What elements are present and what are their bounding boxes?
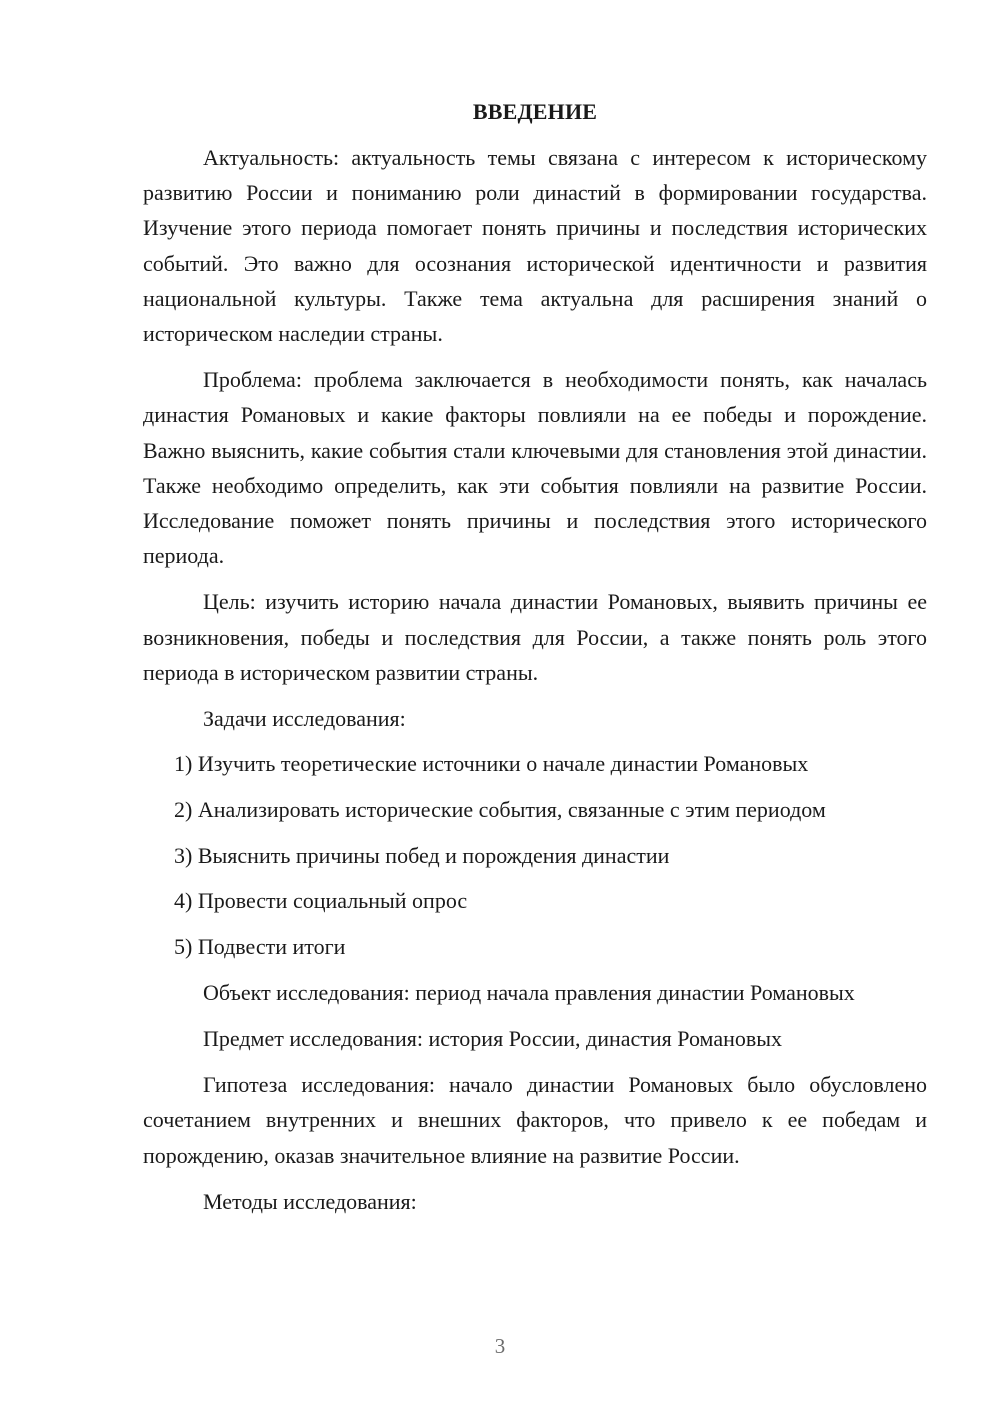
page-content: [143, 94, 927, 1230]
page-number: 3: [494, 1334, 506, 1358]
page-title: ВВЕДЕНИЕ: [472, 99, 598, 124]
tasks-list: [143, 746, 927, 964]
goal-paragraph: Цель: изучить историю начала династии Романовых, выявить причины ее возникновения, победы и последствия для России, а также понять роль этого периода в историческом развитии страны.: [143, 589, 927, 685]
list-item: 4) Провести социальный опрос: [174, 888, 468, 914]
list-item: 3) Выяснить причины побед и порождения династии: [174, 842, 670, 868]
subject-paragraph: Предмет исследования: история России, династия Романовых: [203, 1025, 783, 1051]
relevance-paragraph: Актуальность: актуальность темы связана с интересом к историческому развитию России и пониманию роли династий в формировании государства. Изучение этого периода помогает понять причины и последствия исторических событий. Это важно для осознания исторической идентичности и развития национальной культуры. Также тема актуальна для расширения знаний о историческом наследии страны.: [143, 145, 927, 347]
hypothesis-paragraph: Гипотеза исследования: начало династии Романовых было обусловлено сочетанием внутренних и внешних факторов, что привело к ее победам и порождению, оказав значительное влияние на развитие России.: [143, 1072, 927, 1168]
problem-paragraph: Проблема: проблема заключается в необходимости понять, как началась династия Романовых и какие факторы повлияли на ее победы и порождение. Важно выяснить, какие события стали ключевыми для становления этой династии. Также необходимо определить, как эти события повлияли на развитие России. Исследование поможет понять причины и последствия этого исторического периода.: [143, 367, 927, 569]
list-item: 2) Анализировать исторические события, связанные с этим периодом: [174, 796, 826, 822]
list-item: 1) Изучить теоретические источники о начале династии Романовых: [174, 751, 809, 777]
list-item: 5) Подвести итоги: [174, 934, 346, 960]
tasks-heading: Задачи исследования:: [203, 706, 406, 732]
methods-heading: Методы исследования:: [203, 1188, 417, 1214]
object-paragraph: Объект исследования: период начала правления династии Романовых: [203, 979, 855, 1005]
